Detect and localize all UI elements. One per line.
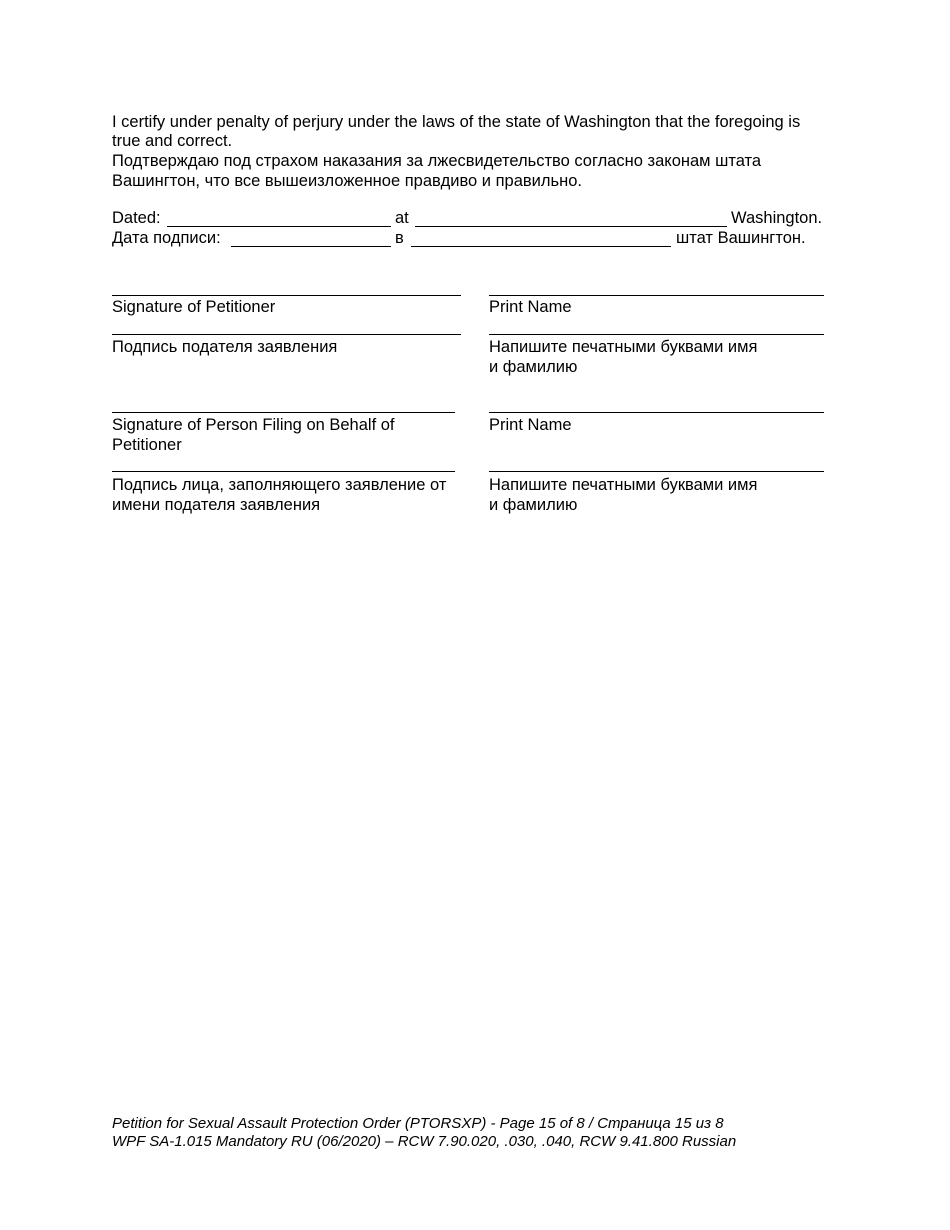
- at-label-ru: в: [395, 229, 404, 247]
- filer-print-name-line[interactable]: [489, 412, 824, 413]
- filer-print-name-label-ru-line2: и фамилию: [489, 496, 578, 514]
- dated-field-ru[interactable]: [231, 246, 391, 247]
- filer-signature-line-ru[interactable]: [112, 471, 455, 472]
- petitioner-signature-label-ru: Подпись подателя заявления: [112, 338, 338, 356]
- dated-field[interactable]: [167, 226, 391, 227]
- dated-label: Dated:: [112, 209, 161, 227]
- petitioner-signature-line-ru[interactable]: [112, 334, 461, 335]
- petitioner-print-name-line-ru[interactable]: [489, 334, 824, 335]
- footer-line1: Petition for Sexual Assault Protection Order (PTORSXP) - Page 15 of 8 / Страница 15 из 8: [112, 1115, 724, 1132]
- petitioner-signature-line[interactable]: [112, 295, 461, 296]
- filer-signature-line[interactable]: [112, 412, 455, 413]
- certification-en-line2: true and correct.: [112, 132, 233, 150]
- filer-signature-label-line2: Petitioner: [112, 436, 182, 454]
- state-label-ru: штат Вашингтон.: [676, 229, 806, 247]
- dated-label-ru: Дата подписи:: [112, 229, 221, 247]
- petitioner-print-name-label: Print Name: [489, 298, 572, 316]
- filer-signature-label-ru-line1: Подпись лица, заполняющего заявление от: [112, 476, 447, 494]
- location-field-ru[interactable]: [411, 246, 671, 247]
- filer-print-name-line-ru[interactable]: [489, 471, 824, 472]
- state-label: Washington.: [731, 209, 823, 227]
- petitioner-signature-label: Signature of Petitioner: [112, 298, 276, 316]
- certification-ru-line1: Подтверждаю под страхом наказания за лжесвидетельство согласно законам штата: [112, 152, 762, 170]
- filer-print-name-label-ru-line1: Напишите печатными буквами имя: [489, 476, 758, 494]
- petitioner-print-name-label-ru-line2: и фамилию: [489, 358, 578, 376]
- filer-signature-label-ru-line2: имени подателя заявления: [112, 496, 321, 514]
- petitioner-print-name-label-ru-line1: Напишите печатными буквами имя: [489, 338, 758, 356]
- certification-en-line1: I certify under penalty of perjury under the laws of the state of Washington that the foregoing is: [112, 113, 801, 131]
- at-label: at: [395, 209, 409, 227]
- filer-print-name-label: Print Name: [489, 416, 572, 434]
- petitioner-print-name-line[interactable]: [489, 295, 824, 296]
- certification-ru-line2: Вашингтон, что все вышеизложенное правдиво и правильно.: [112, 172, 582, 190]
- footer-line2: WPF SA-1.015 Mandatory RU (06/2020) – RCW 7.90.020, .030, .040, RCW 9.41.800 Russian: [112, 1133, 737, 1150]
- filer-signature-label-line1: Signature of Person Filing on Behalf of: [112, 416, 395, 434]
- location-field[interactable]: [415, 226, 727, 227]
